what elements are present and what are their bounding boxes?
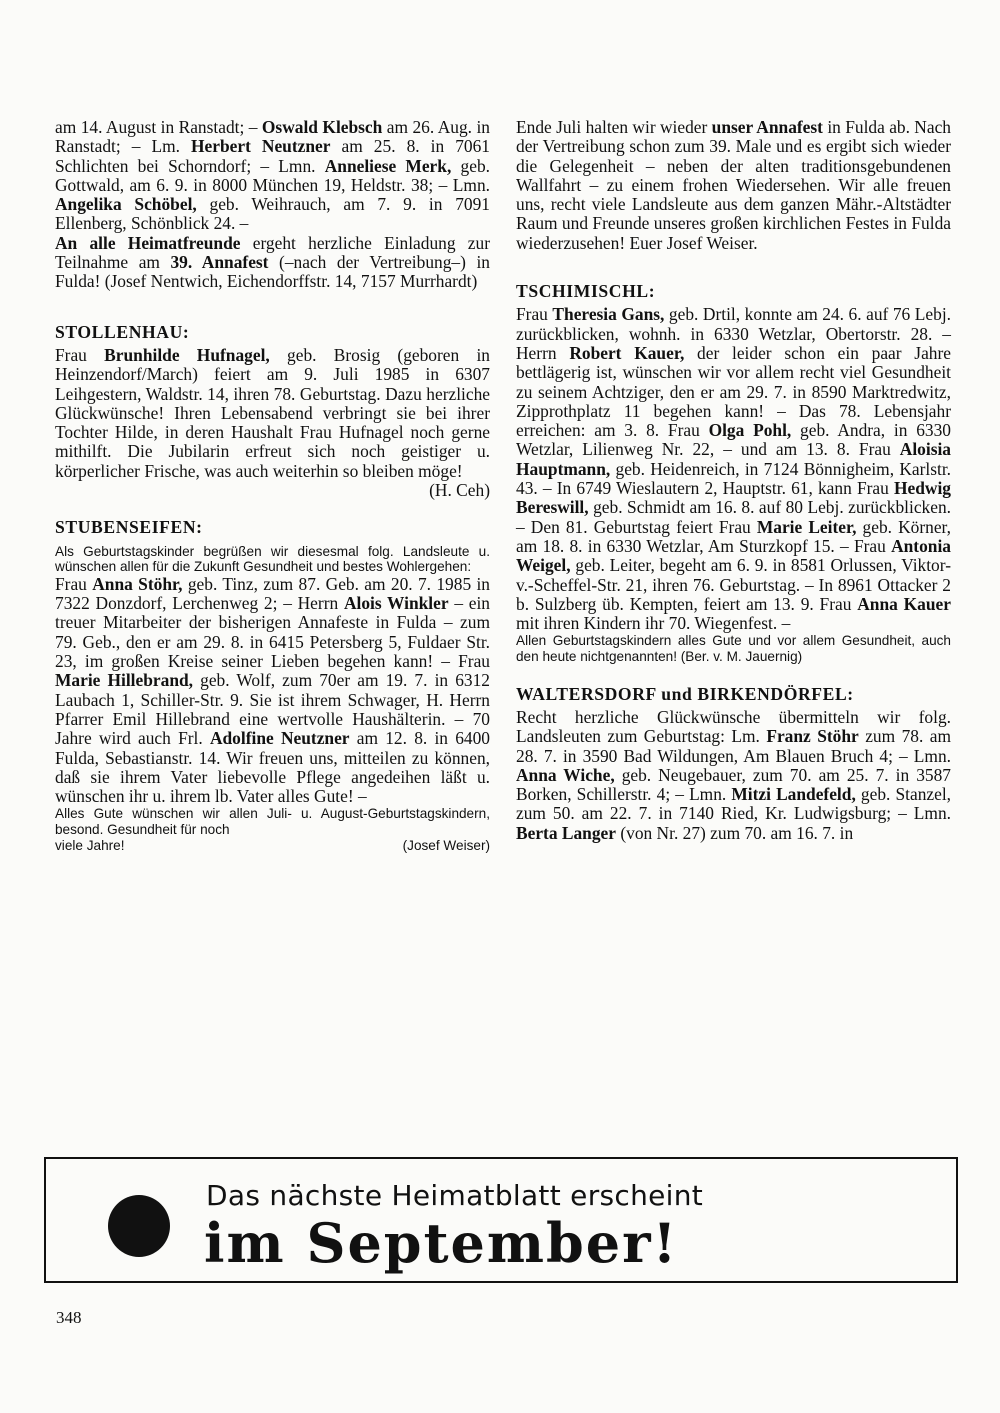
text-run: (von Nr. 27) zum 70. am 16. 7. in [615,822,854,843]
name-highlight: Anna Wiche, [516,764,615,785]
text-run: am 25. 8. in 7061 Schlichten bei Schorndorf; – Lmn. [55,136,490,176]
text-run: geb. Körner, am 18. 8. in 6330 Wetzlar, Am Sturzkopf 15. – Frau [516,516,952,556]
closing-note-end: viele Jahre! [55,837,125,853]
name-highlight: Antonia Weigel, [516,535,951,576]
name-highlight: Berta Langer [516,822,616,843]
text-run: in Fulda ab. Nach der Vertreibung schon zum 39. Male und es ergibt sich wieder die Gelegenheit – neben der alten traditionsgebundenen Wallfahrt – zu einem frohen Wiedersehen. Wir alle freuen uns, recht viele Landsleute aus dem ganzen Mähr.-Altstädter Raum und Freunde unseres großen kirchlichen Festes in Fulda wiederzusehen! Euer Josef Weiser. [516,117,952,253]
text-run: Recht herzliche Glückwünsche übermitteln wir folg. Landsleuten zum Geburtstag: Lm. [516,706,951,747]
text-run: (–nach der Vertreibung–) in Fulda! (Josef Nentwich, Eichendorffstr. 14, 7157 Murrhardt) [55,252,490,292]
text-run: Frau [55,344,105,365]
section-heading-stollenhau: STOLLENHAU: [55,321,190,342]
text-run: geb. Schmidt am 16. 8. auf 80 Lebj. zurückblicken. – Den 81. Geburtstag feiert Frau [516,497,951,537]
name-highlight: unser Annafest [711,117,823,137]
text-run: Frau [55,573,93,594]
name-highlight: 39. Annafest [170,252,269,273]
text-run: Frau [516,304,553,325]
section-heading-stubenseifen: STUBENSEIFEN: [55,517,203,538]
closing-note-tschimischl: Allen Geburtstagskindern alles Gute und vor allem Gesundheit, auch den heute nichtgenannten! (Ber. v. M. Jauernig) [516,633,951,665]
text-run: geb. Tinz, zum 87. Geb. am 20. 7. 1985 in 7322 Donzdorf, Lerchenweg 2; – Herrn [55,573,491,614]
text-run: geb. Gottwald, am 6. 9. in 8000 München 19, Heldstr. 38; – Lmn. [55,155,490,195]
text-run: am 14. August in Ranstadt; – [55,117,262,137]
name-highlight: Marie Leiter, [756,516,857,537]
next-issue-banner [44,1157,958,1283]
banner-announcement: Das nächste Heimatblatt erscheint [206,1179,704,1212]
closing-line [55,838,490,854]
name-highlight: Brunhilde Hufnagel, [104,344,270,365]
name-highlight: Marie Hillebrand, [55,670,194,691]
text-run: – ein treuer Mitarbeiter der bisherigen Annafeste in Fulda – zum 79. Geb., den er am 29. 8. in 6415 Petersberg 5, Fuldaer Str. 23, im großen Kreise seiner Lieben begehen kann! – Frau [55,593,490,672]
signature-josef-weiser: (Josef Weiser) [402,837,490,853]
name-highlight: Aloisia Hauptmann, [516,439,951,479]
text-run: am 26. Aug. in Ranstadt; – Lm. [55,117,490,157]
name-highlight: Anna Stöhr, [92,573,183,594]
paragraph-annafest-invitation [55,234,490,292]
name-highlight: Oswald Klebsch [261,117,383,137]
text-run: geb. Brosig (geboren in Heinzendorf/March) feiert am 9. Juli 1985 in 6307 Leihgestern, Waldstr. 14, ihren 78. Geburtstag. Dazu herzliche Glückwünsche! Ihren Lebensabend verbringt sie bei ihrer Tochter Hilde, in deren Haushalt Frau Hufnagel noch gerne mithilft. Die Jubilarin erfreut sich noch geistiger u. körperlicher Frische, was auch weiterhin so bleiben möge! [55,344,490,481]
text-run: ergeht herzliche Einladung zur Teilnahme am [55,232,491,273]
paragraph-waltersdorf [516,708,951,843]
text-run: geb. Weihrauch, am 7. 9. in 7091 Ellenberg, Schönblick 24. – [55,194,490,234]
name-highlight: Herbert Neutzner [191,136,331,157]
section-heading-waltersdorf: WALTERSDORF und BIRKENDÖRFEL: [516,683,854,704]
text-run: Ende Juli halten wir wieder [516,117,712,137]
paragraph-tschimischl [516,305,951,633]
banner-month: im September! [204,1211,679,1275]
paragraph-birthdays-ranstadt [55,118,490,234]
paragraph-annafest-fulda [516,118,951,253]
text-run: der leider schon ein paar Jahre bettlägerig ist, wünschen wir vor allem recht viel Gesundheit zu seinem Achtziger, den er am 29. 7. in 8590 Marktredwitz, Zipprothplatz 11 begehen kann! – Das 78. Lebensjahr erreichen: am 3. 8. Frau [516,342,951,441]
name-highlight: Hedwig Bereswill, [516,478,951,518]
text-run: geb. Andra, in 6330 Wetzlar, Lilienweg Nr. 22, – und am 13. 8. Frau [516,420,951,460]
text-run: am 12. 8. in 6400 Fulda, Sebastianstr. 14. Wir freuen uns, mitteilen zu können, daß sie ihrem Vater liebevolle Pflege angedeihen läßt u. wünschen ihr u. ihrem lb. Vater alles Gute! – [55,728,490,807]
section-heading-tschimischl: TSCHIMISCHL: [516,281,656,302]
name-highlight: Anneliese Merk, [324,155,452,176]
name-highlight: Adolfine Neutzner [209,728,350,749]
paragraph-stubenseifen [55,575,490,807]
name-highlight: Anna Kauer [857,593,951,614]
text-run: geb. Neugebauer, zum 70. am 25. 7. in 3587 Borken, Schillerstr. 4; – Lmn. [516,764,951,805]
paragraph-stollenhau [55,346,490,481]
closing-note-stubenseifen: Alles Gute wünschen wir allen Juli- u. August-Geburtstagskindern, besond. Gesundheit für noch [55,806,490,837]
text-run: geb. Drtil, konnte am 24. 6. auf 76 Lebj. zurückblicken, wohnh. in 6330 Wetzlar, Obertorstr. 28. – Herrn [516,304,951,363]
page-number: 348 [56,1308,82,1327]
name-highlight: Robert Kauer, [569,342,685,363]
signature-h-ceh: (H. Ceh) [429,480,490,501]
name-highlight: Mitzi Landefeld, [731,784,856,805]
bullet-dot-icon [108,1195,170,1257]
name-highlight: Angelika Schöbel, [55,194,197,215]
text-run: geb. Stanzel, zum 50. am 22. 7. in 7140 Ried, Kr. Ludwigsburg; – Lmn. [516,784,952,824]
name-highlight: Alois Winkler [343,593,449,614]
name-highlight: Franz Stöhr [766,726,859,747]
left-column [55,118,490,853]
text-run: zum 78. am 28. 7. in 3590 Bad Wildungen, Am Blauen Bruch 4; – Lmn. [516,726,951,766]
text-run: geb. Heidenreich, in 7124 Bönnigheim, Karlstr. 43. – In 6749 Wieslautern 2, Hauptstr. 61, kann Frau [516,458,951,499]
intro-note-stubenseifen: Als Geburtstagskinder begrüßen wir diesesmal folg. Landsleute u. wünschen allen für die Zukunft Gesundheit und bestes Wohlergehen: [55,543,490,575]
name-highlight: Olga Pohl, [708,420,792,441]
name-highlight: An alle Heimatfreunde [55,232,241,253]
text-run: geb. Wolf, zum 70er am 19. 7. in 6312 Laubach 1, Schiller-Str. 9. Sie ist ihrem Schwager, H. Herrn Pfarrer Emil Hillebrand eine wertvolle Haushälterin. – 70 Jahre wird auch Frl. [55,670,490,749]
name-highlight: Theresia Gans, [552,304,665,325]
right-column [516,118,951,843]
text-run: mit ihren Kindern ihr 70. Wiegenfest. – [516,613,791,634]
text-run: geb. Leiter, begeht am 6. 9. in 8581 Orlussen, Viktor-v.-Scheffel-Str. 21, ihren 76. Geburtstag. – In 8961 Ottacker 2 b. Sulzberg üb. Kempten, feiert am 13. 9. Frau [516,555,951,614]
